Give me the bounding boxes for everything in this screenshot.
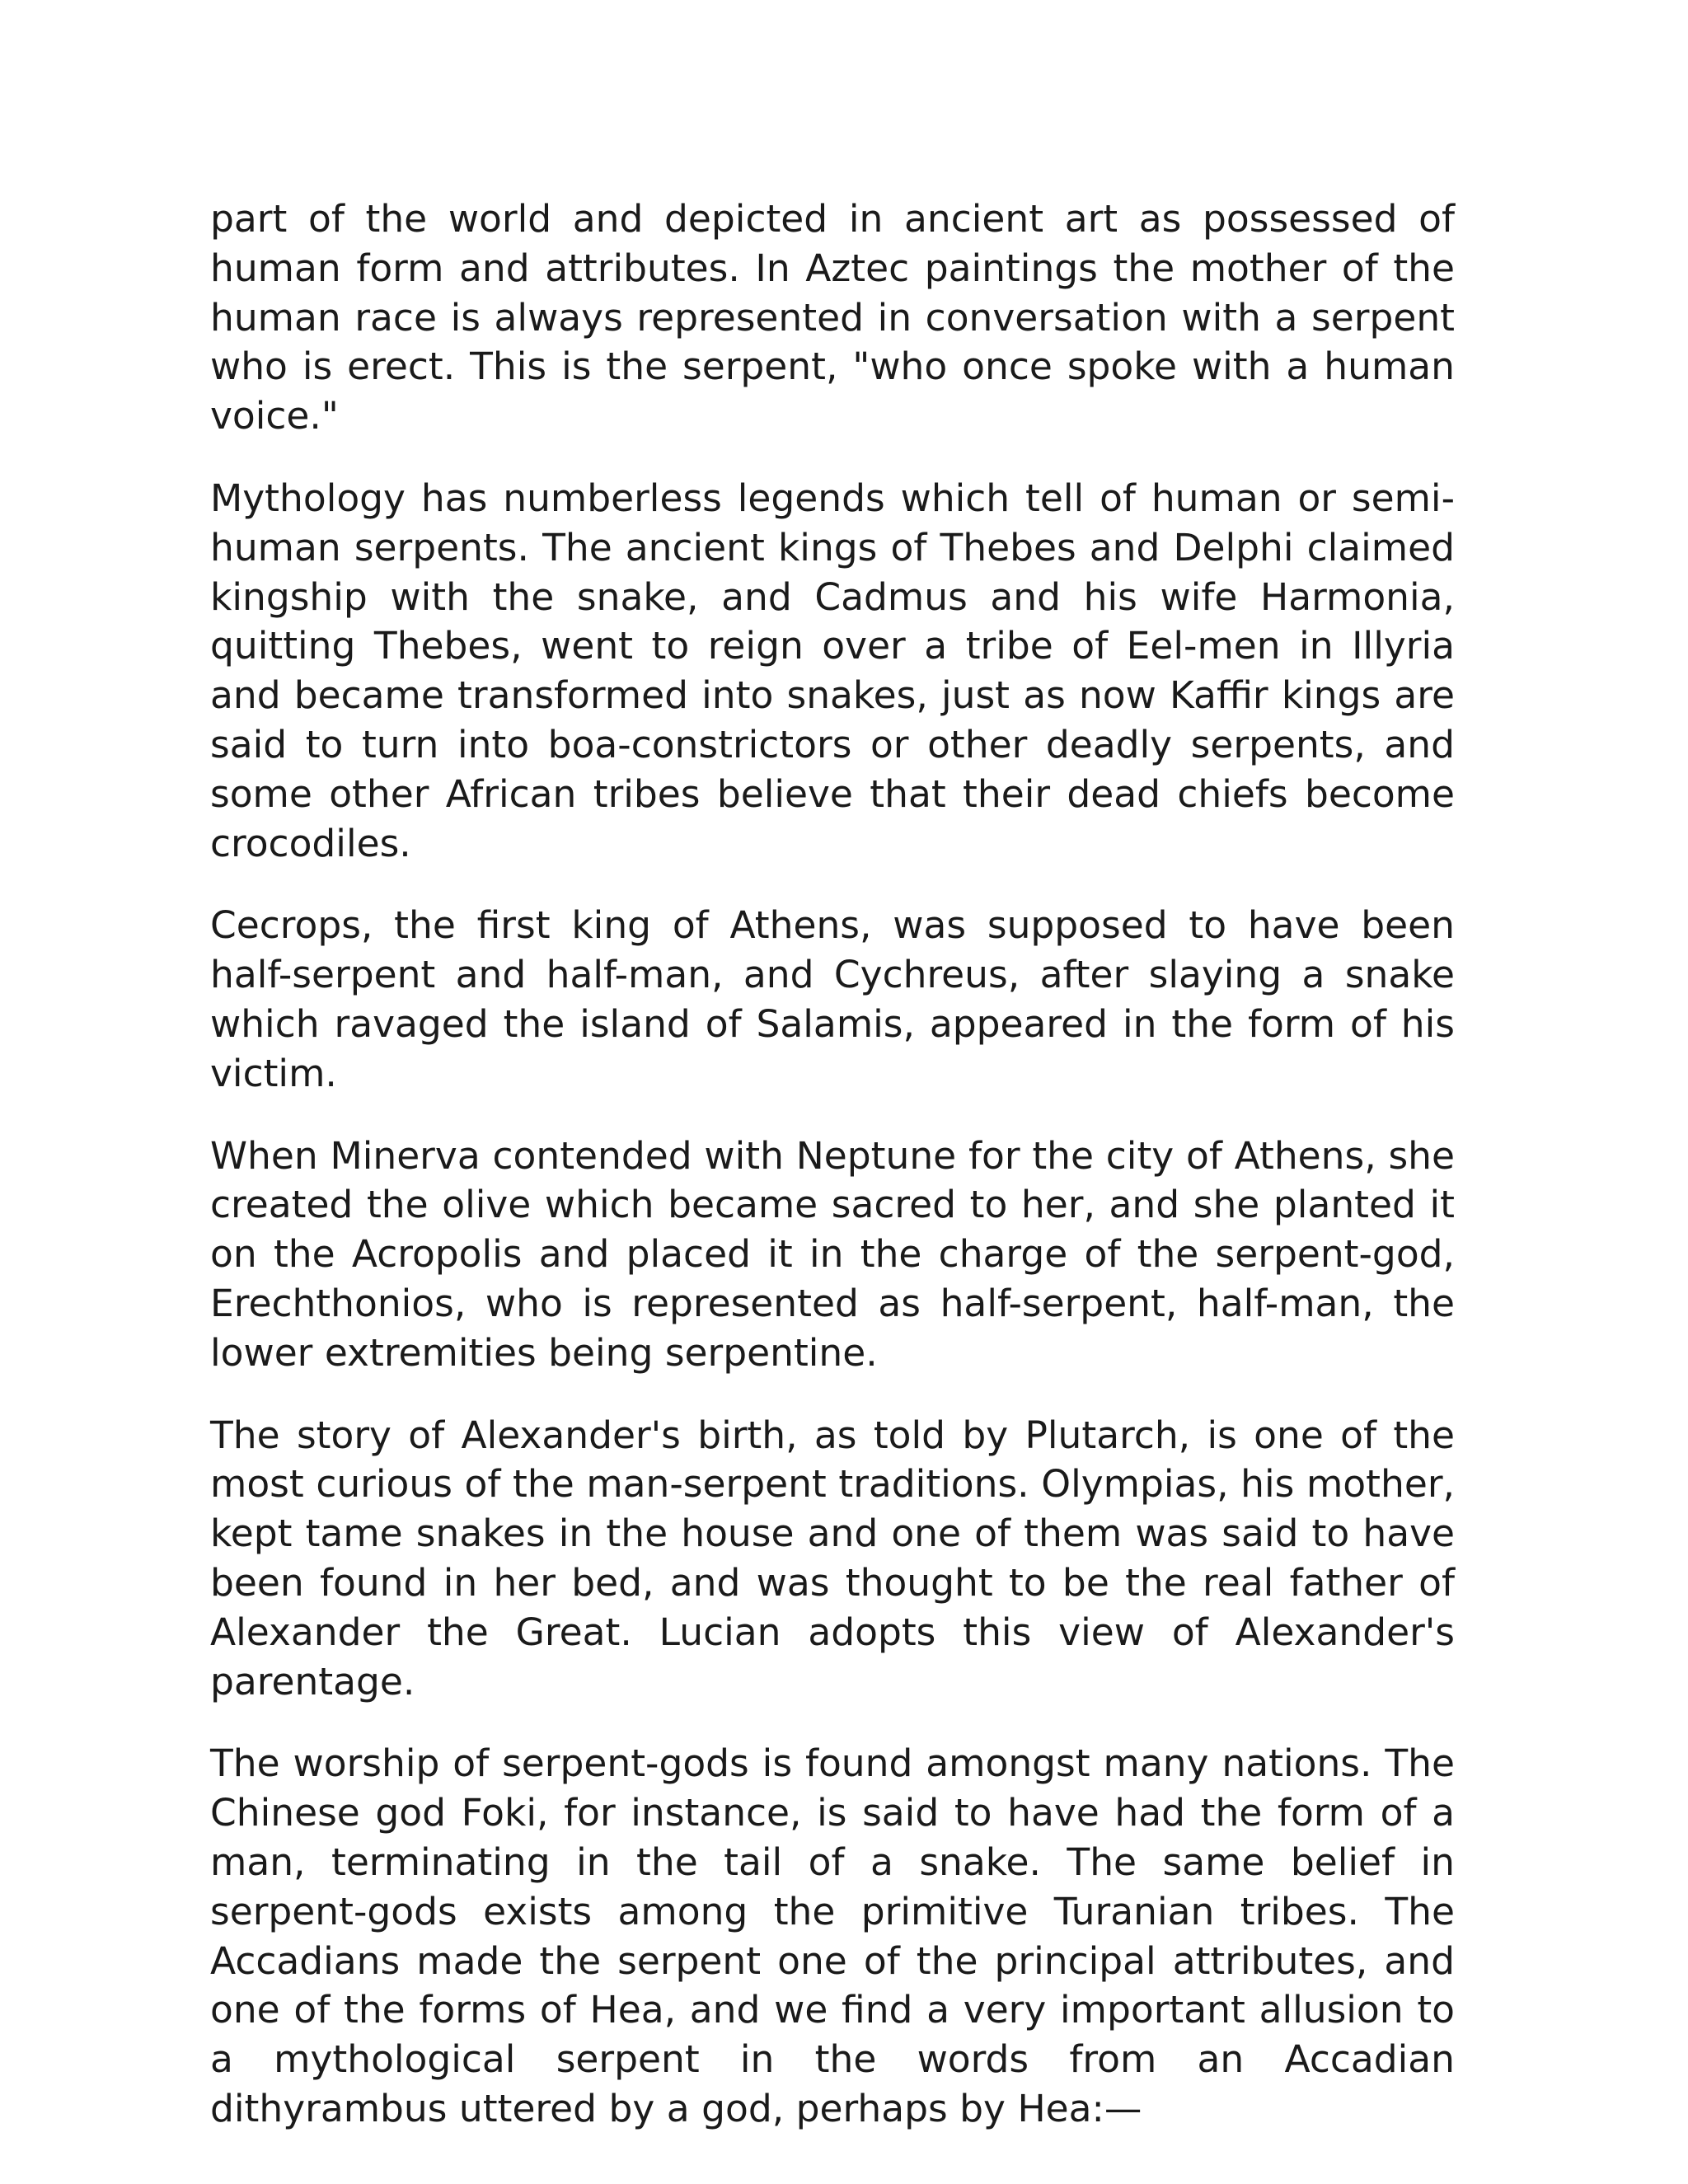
- paragraph-aztec-serpent: part of the world and depicted in ancient art as possessed of human form and attributes. In Aztec paintings the mother of the human race is always represented in conversation with a serpent who is erect. This is the serpent, "who once spoke with a human voice.": [210, 197, 1455, 438]
- paragraph-cecrops: Cecrops, the first king of Athens, was supposed to have been half-serpent and half-man, and Cychreus, after slaying a snake which ravaged the island of Salamis, appeared in the form of his victim.: [210, 903, 1455, 1095]
- document-page: [210, 194, 1455, 2167]
- paragraph-mythology-legends: Mythology has numberless legends which tell of human or semi-human serpents. The ancient kings of Thebes and Delphi claimed kingship with the snake, and Cadmus and his wife Harmonia, quitting Thebes, went to reign over a tribe of Eel-men in Illyria and became transformed into snakes, just as now Kaffir kings are said to turn into boa-constrictors or other deadly serpents, and some other African tribes believe that their dead chiefs become crocodiles.: [210, 476, 1455, 865]
- paragraph-alexander-birth: The story of Alexander's birth, as told by Plutarch, is one of the most curious of the man-serpent traditions. Olympias, his mother, kept tame snakes in the house and one of them was said to have been found in her bed, and was thought to be the real father of Alexander the Great. Lucian adopts this view of Alexander's parentage.: [210, 1413, 1455, 1704]
- paragraph-minerva-neptune: When Minerva contended with Neptune for the city of Athens, she created the olive which became sacred to her, and she planted it on the Acropolis and placed it in the charge of the serpent-god, Erechthonios, who is represented as half-serpent, half-man, the lower extremities being serpentine.: [210, 1133, 1455, 1375]
- paragraph-serpent-gods-worship: The worship of serpent-gods is found amongst many nations. The Chinese god Foki, for instance, is said to have had the form of a man, terminating in the tail of a snake. The same belief in serpent-gods exists among the primitive Turanian tribes. The Accadians made the serpent one of the principal attributes, and one of the forms of Hea, and we find a very important allusion to a mythological serpent in the words from an Accadian dithyrambus uttered by a god, perhaps by Hea:—: [210, 1741, 1455, 2130]
